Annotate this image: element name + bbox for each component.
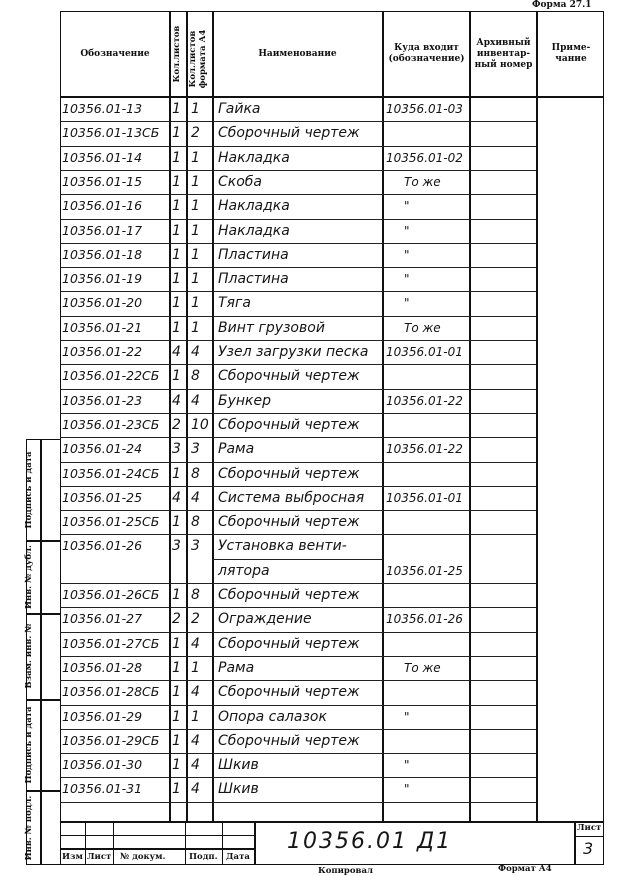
row-sheet-count-a4: 4: [191, 781, 200, 798]
row-designation: 10356.01-25СБ: [62, 514, 160, 530]
row-name: Рама: [218, 659, 255, 676]
row-sheet-count: 1: [172, 319, 181, 336]
row-designation: 10356.01-27СБ: [62, 635, 160, 651]
footer-copied: Копировал: [318, 866, 373, 876]
row-where-used: 10356.01-25: [386, 563, 463, 578]
row-sheet-count-a4: 1: [191, 101, 200, 117]
side-stamp-original-inv: Инв. № подл.: [24, 795, 34, 861]
row-sheet-count: 1: [172, 635, 181, 652]
row-sheet-count-a4: 4: [191, 635, 200, 652]
header-sheet-count: Кол.листов: [172, 25, 182, 83]
table-row: [60, 559, 604, 583]
row-sheet-count: 4: [172, 344, 181, 360]
row-where-used: То же: [404, 660, 441, 675]
row-sheet-count: 1: [172, 587, 181, 603]
row-where-used: 10356.01-01: [386, 490, 463, 505]
row-where-used: То же: [404, 320, 441, 335]
row-name: Гайка: [218, 101, 261, 117]
row-sheet-count-a4: 1: [191, 271, 200, 288]
footer-format: Формат А4: [498, 864, 552, 874]
header-name: Наименование: [258, 48, 337, 59]
row-sheet-count: 1: [172, 732, 181, 749]
row-name: Шкив: [218, 757, 259, 774]
row-name: Накладка: [218, 149, 290, 166]
row-designation: 10356.01-29СБ: [62, 732, 160, 748]
row-name: Сборочный чертеж: [218, 635, 360, 652]
row-name: Система выбросная: [218, 489, 365, 506]
row-designation: 10356.01-22СБ: [62, 368, 160, 384]
row-sheet-count: 1: [172, 465, 181, 482]
row-sheet-count: 1: [172, 101, 181, 117]
row-sheet-count-a4: 1: [191, 246, 200, 263]
row-sheet-count: 1: [172, 295, 181, 312]
row-designation: 10356.01-21: [62, 319, 143, 335]
row-where-used: ": [404, 758, 410, 773]
row-name: Накладка: [218, 222, 290, 239]
side-stamp-signature-date-2: Подпись и дата: [24, 706, 34, 784]
row-sheet-count-a4: 8: [191, 368, 200, 385]
row-designation: 10356.01-23СБ: [62, 416, 160, 432]
row-sheet-count: 1: [172, 368, 181, 385]
row-sheet-count: 1: [172, 246, 181, 263]
row-sheet-count: 1: [172, 684, 181, 701]
row-sheet-count-a4: 4: [191, 344, 200, 360]
row-sheet-count-a4: 10: [191, 416, 209, 433]
row-name: Сборочный чертеж: [218, 368, 360, 385]
row-sheet-count: 2: [172, 416, 181, 433]
row-where-used: ": [404, 223, 410, 238]
row-name: Рама: [218, 441, 255, 458]
row-name: Пластина: [218, 271, 289, 288]
row-sheet-count-a4: 4: [191, 392, 200, 409]
row-where-used: 10356.01-22: [386, 393, 463, 408]
title-col-date: Дата: [226, 852, 250, 862]
row-designation: 10356.01-13: [62, 101, 143, 116]
row-sheet-count-a4: 1: [191, 708, 200, 725]
row-name: Сборочный чертеж: [218, 684, 360, 701]
header-designation: Обозначение: [80, 48, 150, 59]
row-where-used: 10356.01-02: [386, 150, 463, 165]
row-sheet-count: 1: [172, 708, 181, 725]
row-sheet-count: 4: [172, 392, 181, 409]
row-sheet-count: 1: [172, 222, 181, 239]
row-where-used: 10356.01-03: [386, 102, 463, 116]
row-designation: 10356.01-26СБ: [62, 587, 160, 602]
row-where-used: 10356.01-01: [386, 345, 463, 359]
row-sheet-count-a4: 1: [191, 222, 200, 239]
title-col-change: Изм: [62, 852, 83, 862]
row-sheet-count-a4: 2: [191, 611, 200, 628]
row-name: Пластина: [218, 246, 289, 263]
row-where-used: ": [404, 709, 410, 724]
header-note: Приме- чание: [551, 43, 591, 64]
form-label: Форма 27.1: [532, 0, 592, 10]
header-sheet-count-a4: Кол.листов формата А4: [188, 29, 208, 89]
row-sheet-count-a4: 1: [191, 659, 200, 676]
row-designation: 10356.01-20: [62, 295, 143, 311]
row-where-used: ": [404, 247, 410, 262]
document-number: 10356.01 Д1: [287, 829, 453, 854]
row-designation: 10356.01-27: [62, 611, 143, 627]
row-sheet-count: 1: [172, 659, 181, 676]
row-name: Сборочный чертеж: [218, 587, 360, 603]
row-sheet-count-a4: 8: [191, 465, 200, 482]
row-where-used: 10356.01-26: [386, 612, 463, 627]
row-sheet-count-a4: 3: [191, 538, 200, 555]
row-designation: 10356.01-29: [62, 708, 143, 724]
row-designation: 10356.01-28СБ: [62, 684, 160, 700]
row-sheet-count: 3: [172, 538, 181, 555]
row-name: Сборочный чертеж: [218, 416, 360, 433]
row-designation: 10356.01-18: [62, 246, 143, 262]
row-name: Сборочный чертеж: [218, 514, 360, 531]
header-where-used: Куда входит (обозначение): [388, 43, 465, 64]
row-name: Бункер: [218, 392, 271, 409]
row-sheet-count-a4: 8: [191, 587, 200, 603]
row-divider: [60, 802, 536, 803]
row-sheet-count: 1: [172, 514, 181, 531]
row-name: Сборочный чертеж: [218, 465, 360, 482]
row-designation: 10356.01-22: [62, 344, 143, 359]
row-where-used: То же: [404, 174, 441, 189]
row-designation: 10356.01-17: [62, 222, 143, 238]
row-where-used: ": [404, 782, 410, 797]
side-stamp-replace-inv: Взам. инв. №: [24, 623, 34, 689]
row-sheet-count-a4: 1: [191, 198, 200, 215]
row-sheet-count: 1: [172, 149, 181, 166]
row-designation: 10356.01-13СБ: [62, 125, 160, 141]
row-sheet-count: 1: [172, 198, 181, 215]
row-name: Накладка: [218, 198, 290, 215]
side-stamp-dup-inv: Инв. № дубл.: [24, 545, 34, 610]
row-name: Винт грузовой: [218, 319, 325, 336]
row-sheet-count-a4: 3: [191, 441, 200, 458]
row-sheet-count-a4: 4: [191, 489, 200, 506]
row-designation: 10356.01-14: [62, 149, 143, 165]
row-designation: 10356.01-26: [62, 538, 143, 554]
header-archive-no: Архивный инвентар- ный номер: [474, 37, 533, 70]
title-col-sheet: Лист: [87, 852, 112, 862]
row-name: Тяга: [218, 295, 251, 312]
row-designation: 10356.01-19: [62, 271, 143, 287]
row-designation: 10356.01-25: [62, 489, 143, 505]
row-name: Сборочный чертеж: [218, 732, 360, 749]
row-designation: 10356.01-16: [62, 198, 143, 214]
row-sheet-count: 1: [172, 781, 181, 798]
row-sheet-count-a4: 4: [191, 732, 200, 749]
row-sheet-count: 1: [172, 757, 181, 774]
row-name: Установка венти-: [218, 538, 347, 555]
row-sheet-count-a4: 8: [191, 514, 200, 531]
row-where-used: ": [404, 199, 410, 214]
row-designation: 10356.01-15: [62, 173, 143, 189]
row-name: Шкив: [218, 781, 259, 798]
row-sheet-count-a4: 4: [191, 757, 200, 774]
row-sheet-count: 4: [172, 489, 181, 506]
row-designation: 10356.01-28: [62, 659, 143, 675]
row-name: Скоба: [218, 173, 263, 190]
row-sheet-count-a4: 1: [191, 295, 200, 312]
row-where-used: 10356.01-22: [386, 442, 463, 457]
row-name: Сборочный чертеж: [218, 125, 360, 142]
row-sheet-count-a4: 4: [191, 684, 200, 701]
row-sheet-count-a4: 1: [191, 173, 200, 190]
row-sheet-count-a4: 1: [191, 319, 200, 336]
row-where-used: ": [404, 296, 410, 311]
title-col-doc: № докум.: [120, 852, 166, 862]
row-where-used: ": [404, 272, 410, 287]
row-name: Опора салазок: [218, 708, 327, 725]
row-designation: 10356.01-30: [62, 757, 143, 773]
row-sheet-count: 1: [172, 271, 181, 288]
row-designation: 10356.01-24: [62, 441, 143, 457]
title-col-sign: Подп.: [189, 852, 218, 862]
row-sheet-count-a4: 2: [191, 125, 200, 142]
row-name: Ограждение: [218, 611, 312, 628]
row-designation: 10356.01-23: [62, 392, 143, 408]
row-designation: 10356.01-31: [62, 781, 143, 797]
row-sheet-count: 2: [172, 611, 181, 628]
sheet-label: Лист: [577, 823, 602, 833]
row-sheet-count: 3: [172, 441, 181, 458]
row-designation: 10356.01-24СБ: [62, 465, 160, 481]
row-sheet-count: 1: [172, 173, 181, 190]
row-name: Узел загрузки песка: [218, 344, 369, 360]
sheet-number: 3: [583, 839, 594, 858]
row-sheet-count-a4: 1: [191, 149, 200, 166]
row-name: лятора: [218, 562, 270, 579]
side-stamp-signature-date-1: Подпись и дата: [24, 451, 34, 529]
row-sheet-count: 1: [172, 125, 181, 142]
